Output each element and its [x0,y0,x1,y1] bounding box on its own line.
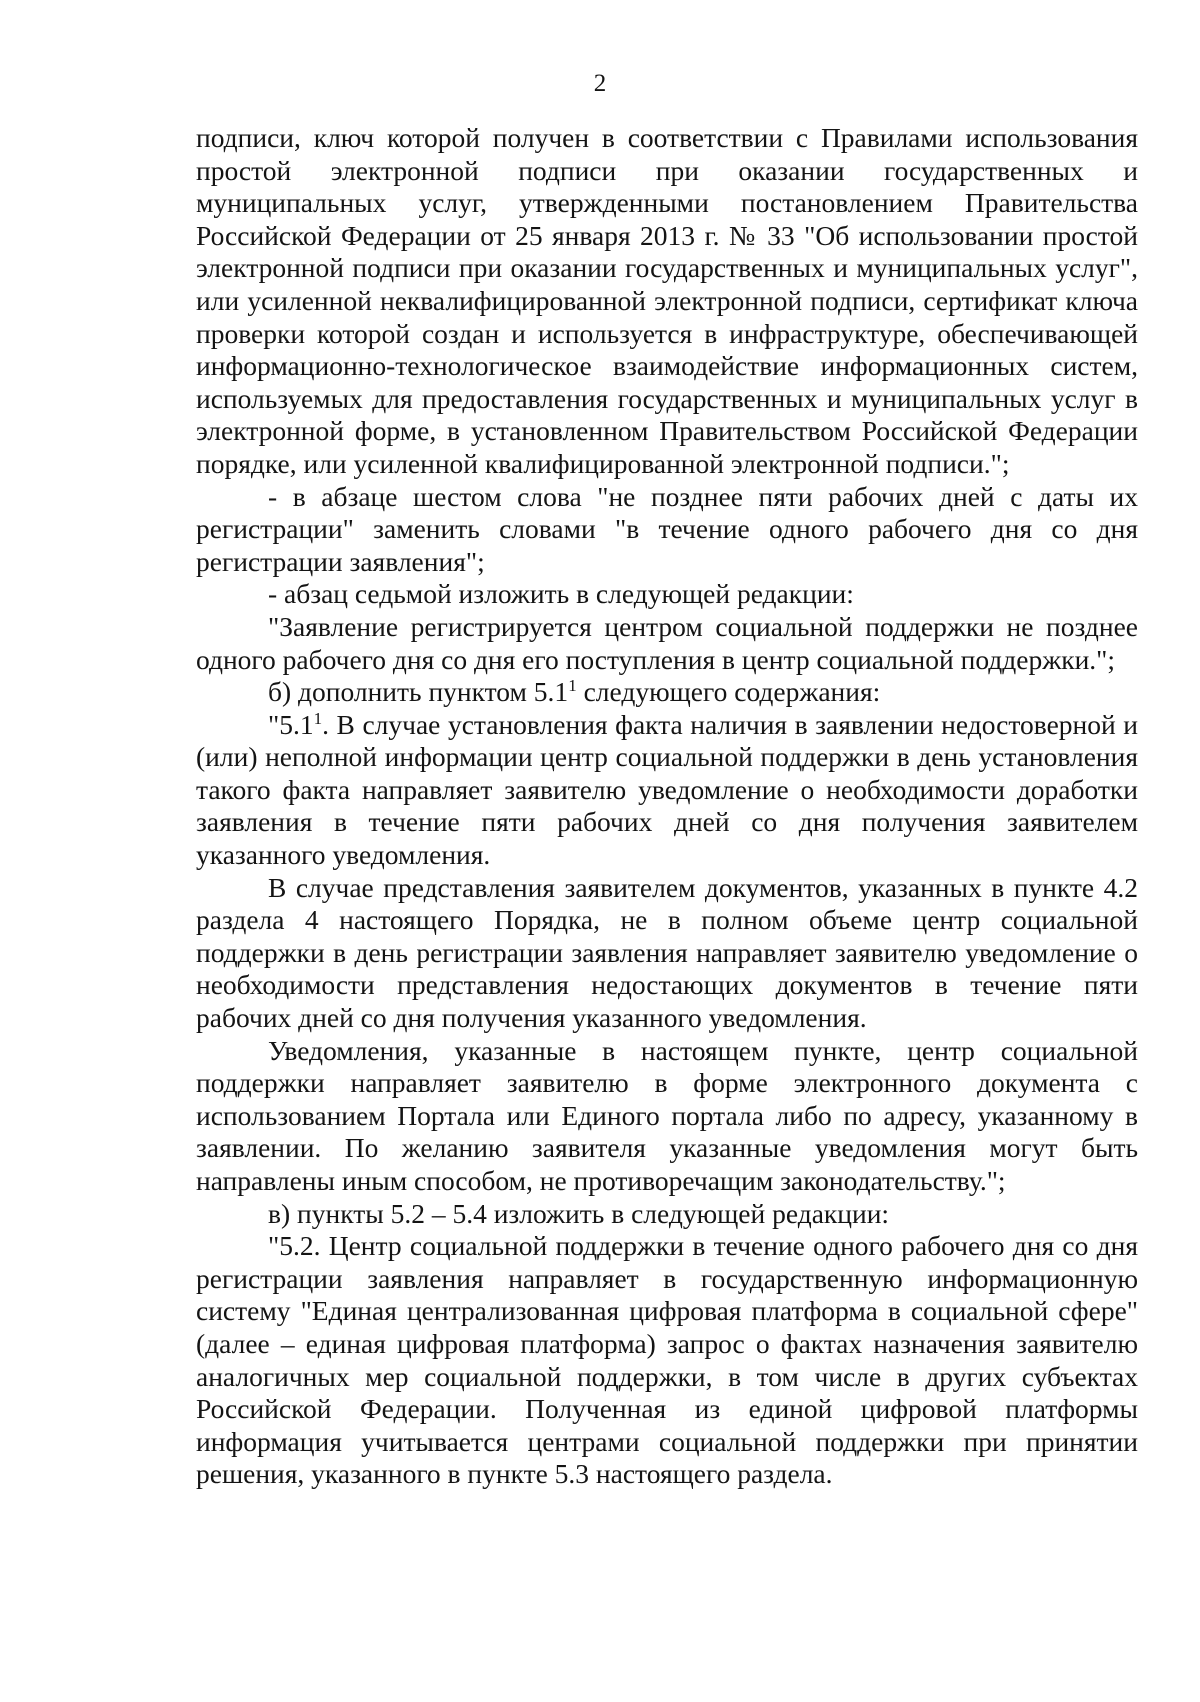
paragraph-continuation: подписи, ключ которой получен в соответствии с Правилами использования простой электронной подписи при оказании государственных и муниципальных услуг, утвержденными постановлением Правительства Российской Федерации от 25 января 2013 г. № 33 "Об использовании простой электронной подписи при оказании государственных и муниципальных услуг", или усиленной неквалифицированной электронной подписи, сертификат ключа проверки которой создан и используется в инфраструктуре, обеспечивающей информационно-технологическое взаимодействие информационных систем, используемых для предоставления государственных и муниципальных услуг в электронной форме, в установленном Правительством Российской Федерации порядке, или усиленной квалифицированной электронной подписи."; [196,122,1138,479]
paragraph-incomplete-documents: В случае представления заявителем документов, указанных в пункте 4.2 раздела 4 настоящего Порядка, не в полном объеме центр социальной поддержки в день регистрации заявления направляет заявителю уведомление о необходимости представления недостающих документов в течение пяти рабочих дней со дня получения указанного уведомления. [196,871,1138,1034]
paragraph-notifications: Уведомления, указанные в настоящем пункте, центр социальной поддержки направляет заявителю в форме электронного документа с использованием Портала или Единого портала либо по адресу, указанному в заявлении. По желанию заявителя указанные уведомления могут быть направлены иным способом, не противоречащим законодательству."; [196,1034,1138,1196]
document-body [196,122,1138,1491]
paragraph-abzac-7-intro: - абзац седьмой изложить в следующей редакции: [268,578,854,610]
paragraph-abzac-6-amendment: - в абзаце шестом слова "не позднее пяти рабочих дней с даты их регистрации" заменить словами "в течение одного рабочего дня со дня регистрации заявления"; [196,480,1138,577]
paragraph-abzac-7-text: "Заявление регистрируется центром социальной поддержки не позднее одного рабочего дня со дня его поступления в центр социальной поддержки."; [196,610,1138,675]
paragraph-item-v: в) пункты 5.2 – 5.4 изложить в следующей редакции: [268,1197,890,1229]
paragraph-item-b: б) дополнить пунктом $5.1^1$ следующего содержания: [268,675,881,708]
paragraph-5-1-1: "$5.1^1$. В случае установления факта наличия в заявлении недостоверной и (или) неполной информации центр социальной поддержки в день установления такого факта направляет заявителю уведомление о необходимости доработки заявления в течение пяти рабочих дней со дня получения заявителем указанного уведомления. [196,708,1138,871]
paragraph-5-2: "5.2. Центр социальной поддержки в течение одного рабочего дня со дня регистрации заявления направляет в государственную информационную систему "Единая централизованная цифровая платформа в социальной сфере" (далее – единая цифровая платформа) запрос о фактах назначения заявителю аналогичных мер социальной поддержки, в том числе в других субъектах Российской Федерации. Полученная из единой цифровой платформы информация учитывается центрами социальной поддержки при принятии решения, указанного в пункте 5.3 настоящего раздела. [196,1230,1138,1490]
page-number: 2 [593,70,607,97]
